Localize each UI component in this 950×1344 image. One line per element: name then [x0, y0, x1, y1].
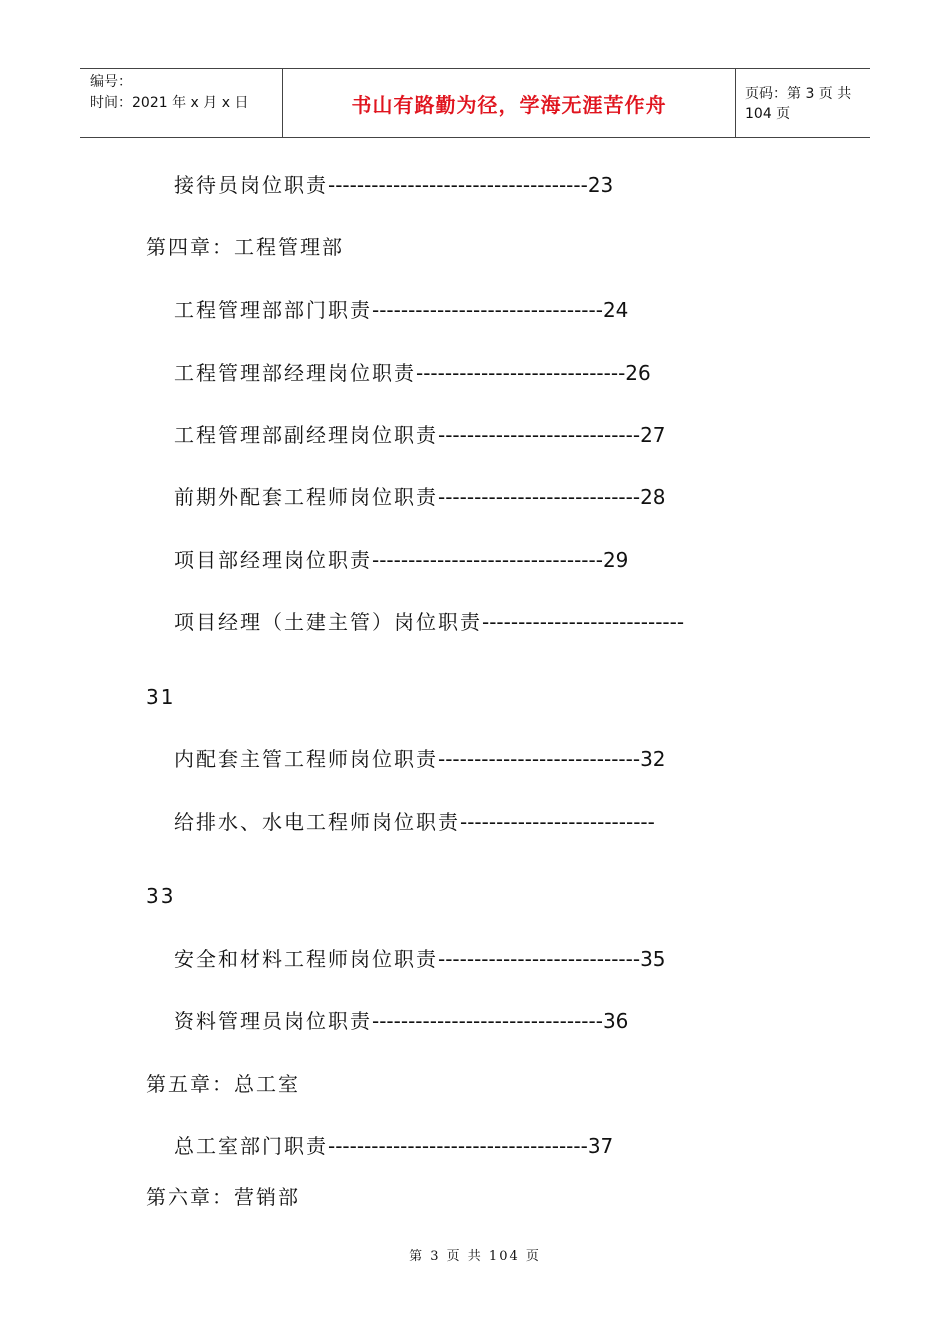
toc-entry: 资料管理员岗位职责--------------------------------36: [174, 1009, 629, 1033]
header-motto: 书山有路勤为径，学海无涯苦作舟: [282, 69, 736, 137]
toc-chapter-heading: 第四章：工程管理部: [146, 235, 344, 259]
toc-entry: 前期外配套工程师岗位职责----------------------------28: [174, 485, 666, 509]
toc-chapter-heading: 第六章：营销部: [146, 1185, 300, 1209]
toc-entry: 工程管理部副经理岗位职责----------------------------27: [174, 423, 666, 447]
toc-entry: 给排水、水电工程师岗位职责---------------------------: [174, 810, 655, 834]
header-meta: [80, 69, 282, 140]
number-label: 编号：: [90, 74, 132, 90]
toc-entry: 项目经理（土建主管）岗位职责----------------------------: [174, 610, 685, 634]
time-label: 时间：2021 年 x 月 x 日: [90, 95, 249, 111]
toc-page-number: 31: [146, 685, 176, 709]
header-page-label: 页码：第 3 页 共 104 页: [745, 86, 852, 122]
toc-entry: 工程管理部经理岗位职责-----------------------------26: [174, 361, 651, 385]
toc-chapter-heading: 第五章：总工室: [146, 1072, 300, 1096]
toc-page-number: 33: [146, 884, 176, 908]
page-header: [80, 68, 870, 138]
toc-entry: 内配套主管工程师岗位职责----------------------------32: [174, 747, 666, 771]
toc-entry: 工程管理部部门职责--------------------------------24: [174, 298, 629, 322]
toc-entry: 项目部经理岗位职责--------------------------------29: [174, 548, 629, 572]
toc-entry: 总工室部门职责------------------------------------37: [174, 1134, 614, 1158]
page-footer: 第 3 页 共 104 页: [409, 1249, 541, 1264]
toc-entry: 接待员岗位职责------------------------------------23: [174, 173, 614, 197]
toc-entry: 安全和材料工程师岗位职责----------------------------35: [174, 947, 666, 971]
